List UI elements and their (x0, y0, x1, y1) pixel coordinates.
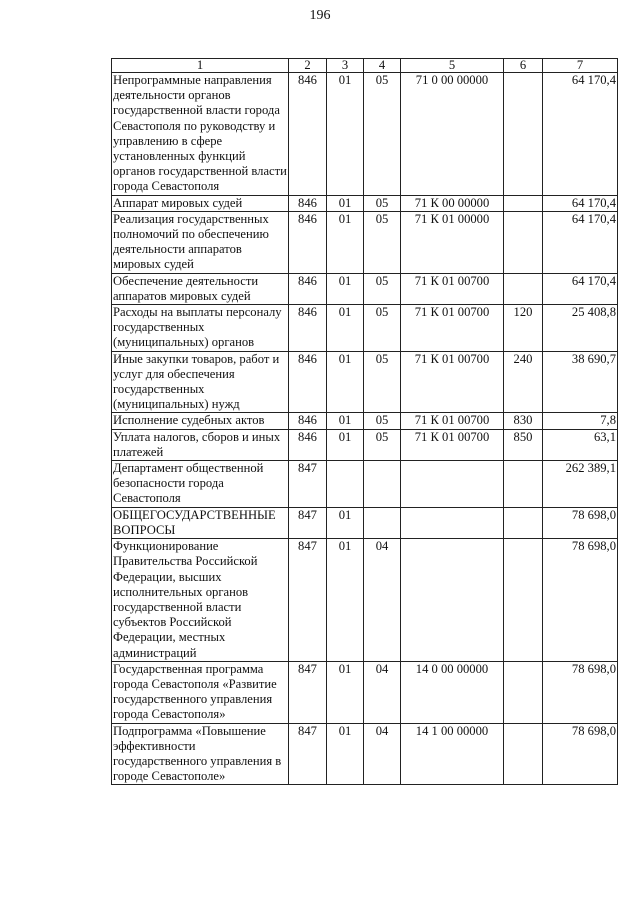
row-name: Реализация государственных полномочий по обеспечению деятельности аппаратов мировых судей (112, 211, 289, 273)
row-section-code: 01 (327, 661, 364, 723)
row-subsection-code: 04 (364, 661, 401, 723)
row-section-code: 01 (327, 73, 364, 196)
row-amount: 64 170,4 (543, 73, 618, 196)
row-expense-type (504, 211, 543, 273)
row-department-code: 846 (289, 273, 327, 304)
row-department-code: 846 (289, 413, 327, 429)
header-col-7: 7 (543, 59, 618, 73)
row-target-article: 71 К 00 00000 (401, 195, 504, 211)
row-section-code: 01 (327, 195, 364, 211)
header-col-5: 5 (401, 59, 504, 73)
row-expense-type: 850 (504, 429, 543, 460)
row-expense-type (504, 507, 543, 538)
row-department-code: 846 (289, 211, 327, 273)
table-row (112, 507, 618, 538)
row-department-code: 846 (289, 305, 327, 352)
row-amount: 262 389,1 (543, 461, 618, 508)
row-subsection-code: 04 (364, 723, 401, 785)
row-name: Непрограммные направления деятельности органов государственной власти города Севастополя по руководству и управлению в сфере установленных функций органов государственной власти города Севастополя (113, 73, 287, 194)
row-name: Обеспечение деятельности аппаратов мировых судей (112, 273, 289, 304)
row-section-code: 01 (327, 211, 364, 273)
row-department-code: 847 (289, 723, 327, 785)
row-expense-type (504, 73, 543, 196)
row-amount: 64 170,4 (543, 195, 618, 211)
table-row (112, 211, 618, 273)
table-body (112, 73, 618, 785)
row-target-article: 71 К 01 00700 (401, 273, 504, 304)
row-subsection-code (364, 507, 401, 538)
row-expense-type (504, 461, 543, 508)
table-row (112, 661, 618, 723)
table-row (112, 461, 618, 508)
row-expense-type (504, 539, 543, 662)
table-row (112, 195, 618, 211)
row-expense-type (504, 195, 543, 211)
row-department-code: 847 (289, 661, 327, 723)
row-amount: 78 698,0 (543, 661, 618, 723)
row-expense-type (504, 723, 543, 785)
row-department-code: 847 (289, 461, 327, 508)
row-target-article: 14 0 00 00000 (401, 661, 504, 723)
row-name: ОБЩЕГОСУДАРСТВЕННЫЕ ВОПРОСЫ (112, 507, 289, 538)
row-department-code: 846 (289, 195, 327, 211)
budget-table (111, 58, 618, 785)
table-row (112, 723, 618, 785)
row-name: Расходы на выплаты персоналу государственных (муниципальных) органов (112, 305, 289, 352)
row-amount: 64 170,4 (543, 211, 618, 273)
row-amount: 78 698,0 (543, 539, 618, 662)
header-col-3: 3 (327, 59, 364, 73)
row-subsection-code: 05 (364, 351, 401, 413)
row-target-article (401, 461, 504, 508)
row-section-code: 01 (327, 273, 364, 304)
row-department-code: 847 (289, 539, 327, 662)
row-target-article: 14 1 00 00000 (401, 723, 504, 785)
row-expense-type: 120 (504, 305, 543, 352)
row-target-article: 71 0 00 00000 (401, 73, 504, 196)
row-department-code: 846 (289, 429, 327, 460)
row-section-code: 01 (327, 413, 364, 429)
row-target-article: 71 К 01 00700 (401, 429, 504, 460)
page-number: 196 (309, 8, 331, 23)
row-department-code: 846 (289, 73, 327, 196)
row-amount: 64 170,4 (543, 273, 618, 304)
row-subsection-code: 05 (364, 305, 401, 352)
row-amount: 63,1 (543, 429, 618, 460)
row-subsection-code: 05 (364, 429, 401, 460)
row-target-article: 71 К 01 00700 (401, 351, 504, 413)
table-row (112, 73, 618, 196)
table-row (112, 273, 618, 304)
row-section-code: 01 (327, 507, 364, 538)
row-department-code: 846 (289, 351, 327, 413)
row-expense-type: 240 (504, 351, 543, 413)
row-amount: 7,8 (543, 413, 618, 429)
row-name: Подпрограмма «Повышение эффективности государственного управления в городе Севастополе» (112, 723, 289, 785)
row-subsection-code: 05 (364, 211, 401, 273)
table-row (112, 305, 618, 352)
row-section-code (327, 461, 364, 508)
row-target-article (401, 507, 504, 538)
header-col-2: 2 (289, 59, 327, 73)
table-row (112, 413, 618, 429)
row-amount: 78 698,0 (543, 507, 618, 538)
row-subsection-code: 05 (364, 273, 401, 304)
header-col-4: 4 (364, 59, 401, 73)
row-target-article: 71 К 01 00700 (401, 305, 504, 352)
row-section-code: 01 (327, 305, 364, 352)
row-target-article: 71 К 01 00000 (401, 211, 504, 273)
row-section-code: 01 (327, 429, 364, 460)
table-row (112, 539, 618, 662)
row-amount: 38 690,7 (543, 351, 618, 413)
row-expense-type: 830 (504, 413, 543, 429)
row-target-article (401, 539, 504, 662)
row-section-code: 01 (327, 351, 364, 413)
row-subsection-code: 05 (364, 195, 401, 211)
row-section-code: 01 (327, 539, 364, 662)
row-expense-type (504, 273, 543, 304)
row-name: Функционирование Правительства Российской Федерации, высших исполнительных органов государственной власти субъектов Российской Федерации, местных администраций (112, 539, 289, 662)
header-row (112, 59, 618, 73)
row-subsection-code: 05 (364, 73, 401, 196)
row-subsection-code: 05 (364, 413, 401, 429)
row-name: Иные закупки товаров, работ и услуг для обеспечения государственных (муниципальных) нужд (112, 351, 289, 413)
header-col-1: 1 (112, 59, 289, 73)
row-name: Исполнение судебных актов (112, 413, 289, 429)
row-name: Департамент общественной безопасности города Севастополя (112, 461, 289, 508)
row-target-article: 71 К 01 00700 (401, 413, 504, 429)
row-amount: 78 698,0 (543, 723, 618, 785)
row-subsection-code (364, 461, 401, 508)
row-name: Государственная программа города Севастополя «Развитие государственного управления города Севастополя» (112, 661, 289, 723)
row-subsection-code: 04 (364, 539, 401, 662)
row-name: Уплата налогов, сборов и иных платежей (112, 429, 289, 460)
row-department-code: 847 (289, 507, 327, 538)
table-header (112, 59, 618, 73)
header-col-6: 6 (504, 59, 543, 73)
row-amount: 25 408,8 (543, 305, 618, 352)
table-row (112, 429, 618, 460)
row-section-code: 01 (327, 723, 364, 785)
row-expense-type (504, 661, 543, 723)
row-name: Аппарат мировых судей (112, 195, 289, 211)
table-row (112, 351, 618, 413)
